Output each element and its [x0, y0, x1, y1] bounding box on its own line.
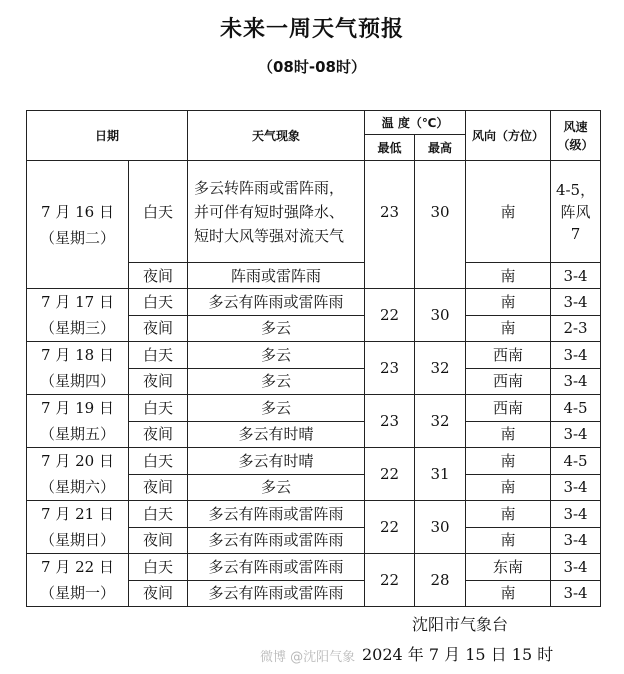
- wind-speed-night: 3-4: [551, 421, 601, 448]
- temp-empty: [415, 263, 466, 289]
- header-wind-dir: 风向（方位）: [466, 111, 551, 161]
- wind-speed-day: 4-5: [551, 448, 601, 475]
- header-temp: 温 度（℃）: [365, 111, 466, 135]
- date-text: 7 月 21 日: [41, 505, 114, 523]
- header-temp-min: 最低: [365, 135, 415, 161]
- wind-dir-night: 南: [466, 315, 551, 342]
- weekday-text: （星期二）: [39, 228, 115, 247]
- wind-dir-day: 南: [466, 289, 551, 316]
- date-cell: [27, 448, 129, 501]
- wind-dir-night: 南: [466, 474, 551, 501]
- temp-min: 22: [365, 289, 415, 342]
- period-night: 夜间: [129, 474, 188, 501]
- weekday-text: （星期日）: [39, 531, 115, 549]
- temp-max: 30: [415, 161, 466, 263]
- wind-dir-day: 东南: [466, 554, 551, 581]
- period-night: 夜间: [129, 368, 188, 395]
- date-cell: [27, 161, 129, 289]
- weather-night: 阵雨或雷阵雨: [188, 263, 365, 289]
- header-weather: 天气现象: [188, 111, 365, 161]
- page-title: 未来一周天气预报: [219, 17, 404, 42]
- period-day: 白天: [129, 448, 188, 475]
- temp-min: 23: [365, 395, 415, 448]
- wind-dir-day: 南: [466, 448, 551, 475]
- date-cell: [27, 342, 129, 395]
- period-night: 夜间: [129, 580, 188, 607]
- weekday-text: （星期一）: [39, 584, 115, 602]
- weather-day: 多云有时晴: [188, 448, 365, 475]
- wind-speed-day: 4-5，阵风 7: [551, 161, 601, 263]
- date-text: 7 月 22 日: [41, 558, 114, 576]
- temp-max: 30: [415, 501, 466, 554]
- wind-dir-day: 南: [466, 161, 551, 263]
- weather-night: 多云: [188, 474, 365, 501]
- wind-speed-night: 2-3: [551, 315, 601, 342]
- wind-dir-day: 西南: [466, 342, 551, 369]
- header-date: 日期: [27, 111, 188, 161]
- wind-speed-day: 3-4: [551, 289, 601, 316]
- wind-speed-night: 3-4: [551, 580, 601, 607]
- issuing-office: 沈阳市气象台: [412, 615, 509, 634]
- temp-max: 30: [415, 289, 466, 342]
- weekday-text: （星期三）: [39, 319, 115, 337]
- weather-night: 多云: [188, 368, 365, 395]
- temp-min: 22: [365, 554, 415, 607]
- weekday-text: （星期六）: [39, 478, 115, 496]
- date-cell: [27, 289, 129, 342]
- wind-dir-day: 南: [466, 501, 551, 528]
- weekday-text: （星期五）: [39, 425, 115, 443]
- weekday-text: （星期四）: [39, 372, 115, 390]
- date-cell: [27, 554, 129, 607]
- date-text: 7 月 16 日: [41, 202, 114, 221]
- wind-dir-night: 南: [466, 580, 551, 607]
- issue-time: 2024 年 7 月 15 日 15 时: [362, 645, 554, 664]
- wind-speed-night: 3-4: [551, 527, 601, 554]
- wind-speed-day: 3-4: [551, 554, 601, 581]
- weather-day: 多云有阵雨或雷阵雨: [188, 501, 365, 528]
- period-day: 白天: [129, 342, 188, 369]
- weather-day: 多云有阵雨或雷阵雨: [188, 554, 365, 581]
- period-day: 白天: [129, 395, 188, 422]
- weather-day: 多云有阵雨或雷阵雨: [188, 289, 365, 316]
- page-subtitle: （08时-08时）: [258, 58, 366, 76]
- temp-empty: [365, 263, 415, 289]
- date-text: 7 月 17 日: [41, 293, 114, 311]
- weather-night: 多云: [188, 315, 365, 342]
- temp-max: 31: [415, 448, 466, 501]
- weather-day: 多云转阵雨或雷阵雨，并可伴有短时强降水、短时大风等强对流天气: [188, 161, 365, 263]
- temp-min: 22: [365, 501, 415, 554]
- weather-day: 多云: [188, 342, 365, 369]
- forecast-table: [26, 110, 601, 607]
- wind-dir-night: 南: [466, 263, 551, 289]
- date-text: 7 月 18 日: [41, 346, 114, 364]
- date-cell: [27, 395, 129, 448]
- period-night: 夜间: [129, 263, 188, 289]
- date-text: 7 月 20 日: [41, 452, 114, 470]
- temp-max: 32: [415, 395, 466, 448]
- period-day: 白天: [129, 161, 188, 263]
- wind-dir-night: 南: [466, 421, 551, 448]
- period-night: 夜间: [129, 527, 188, 554]
- wind-speed-night: 3-4: [551, 474, 601, 501]
- period-day: 白天: [129, 289, 188, 316]
- period-night: 夜间: [129, 315, 188, 342]
- temp-min: 23: [365, 161, 415, 263]
- period-day: 白天: [129, 501, 188, 528]
- period-day: 白天: [129, 554, 188, 581]
- period-night: 夜间: [129, 421, 188, 448]
- wind-dir-night: 西南: [466, 368, 551, 395]
- weather-night: 多云有阵雨或雷阵雨: [188, 527, 365, 554]
- wind-speed-day: 3-4: [551, 501, 601, 528]
- date-cell: [27, 501, 129, 554]
- wind-dir-day: 西南: [466, 395, 551, 422]
- temp-min: 22: [365, 448, 415, 501]
- wind-speed-day: 4-5: [551, 395, 601, 422]
- wind-speed-day: 3-4: [551, 342, 601, 369]
- weather-night: 多云有阵雨或雷阵雨: [188, 580, 365, 607]
- wind-speed-night: 3-4: [551, 263, 601, 289]
- weather-day: 多云: [188, 395, 365, 422]
- header-temp-max: 最高: [415, 135, 466, 161]
- temp-max: 32: [415, 342, 466, 395]
- wind-dir-night: 南: [466, 527, 551, 554]
- temp-min: 23: [365, 342, 415, 395]
- wind-speed-night: 3-4: [551, 368, 601, 395]
- header-wind-speed: 风速（级）: [551, 111, 601, 161]
- temp-max: 28: [415, 554, 466, 607]
- weather-night: 多云有时晴: [188, 421, 365, 448]
- watermark: 微博 @沈阳气象: [260, 650, 356, 665]
- date-text: 7 月 19 日: [41, 399, 114, 417]
